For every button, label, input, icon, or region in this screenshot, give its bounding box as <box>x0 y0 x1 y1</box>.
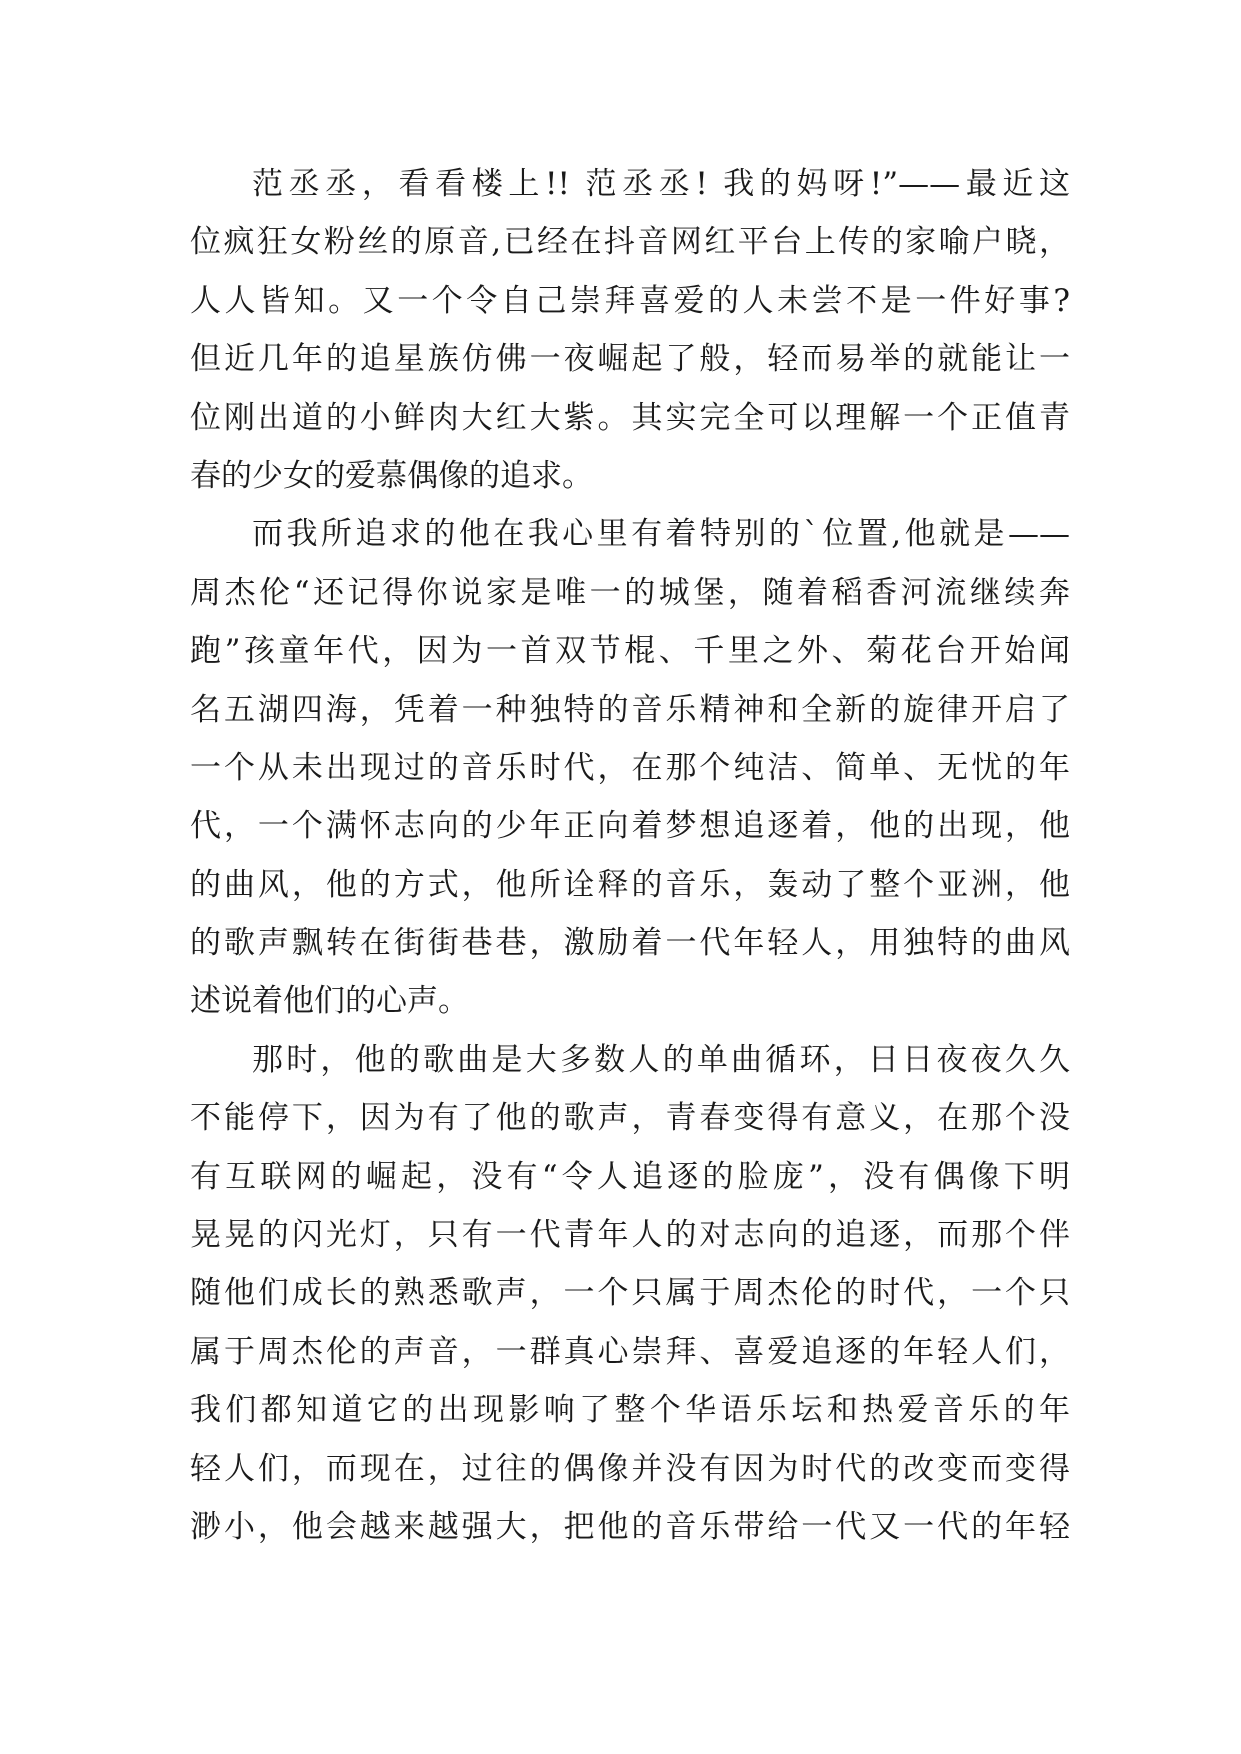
paragraph-line: 名五湖四海，凭着一种独特的音乐精神和全新的旋律开启了 <box>190 691 1070 728</box>
paragraph-line: 有互联网的崛起，没有“令人追逐的脸庞”，没有偶像下明 <box>190 1158 1070 1195</box>
paragraph-line: 位刚出道的小鲜肉大红大紫。其实完全可以理解一个正值青 <box>190 399 1070 436</box>
paragraph-line: 代，一个满怀志向的少年正向着梦想追逐着，他的出现，他 <box>190 808 1070 845</box>
paragraph-line: 随他们成长的熟悉歌声，一个只属于周杰伦的时代，一个只 <box>190 1275 1070 1312</box>
paragraph-line: 属于周杰伦的声音，一群真心崇拜、喜爱追逐的年轻人们， <box>190 1333 1070 1370</box>
paragraph-line: 位疯狂女粉丝的原音,已经在抖音网红平台上传的家喻户晓， <box>190 224 1070 261</box>
paragraph-line: 的曲风，他的方式，他所诠释的音乐，轰动了整个亚洲，他 <box>190 866 1070 903</box>
paragraph-line: 晃晃的闪光灯，只有一代青年人的对志向的追逐，而那个伴 <box>190 1217 1070 1254</box>
paragraph-line: 一个从未出现过的音乐时代，在那个纯洁、简单、无忧的年 <box>190 749 1070 786</box>
paragraph-line: 人人皆知。又一个令自己崇拜喜爱的人未尝不是一件好事? <box>190 282 1070 319</box>
paragraph-line: 渺小，他会越来越强大，把他的音乐带给一代又一代的年轻 <box>190 1508 1070 1545</box>
paragraph-line: 述说着他们的心声。 <box>190 983 469 1020</box>
paragraph-3 <box>190 1031 1070 1557</box>
paragraph-2 <box>190 505 1070 1031</box>
paragraph-line: 但近几年的追星族仿佛一夜崛起了般，轻而易举的就能让一 <box>190 341 1070 378</box>
paragraph-line: 跑”孩童年代，因为一首双节棍、千里之外、菊花台开始闻 <box>190 633 1070 670</box>
paragraph-line: 轻人们，而现在，过往的偶像并没有因为时代的改变而变得 <box>190 1450 1070 1487</box>
paragraph-line: 而我所追求的他在我心里有着特别的`位置,他就是—— <box>252 516 1070 553</box>
paragraph-line: 周杰伦“还记得你说家是唯一的城堡，随着稻香河流继续奔 <box>190 574 1070 611</box>
document-body <box>190 155 1070 1556</box>
paragraph-line: 范丞丞，看看楼上!! 范丞丞! 我的妈呀!”——最近这 <box>252 166 1070 202</box>
paragraph-line: 不能停下，因为有了他的歌声，青春变得有意义，在那个没 <box>190 1100 1070 1137</box>
paragraph-line: 我们都知道它的出现影响了整个华语乐坛和热爱音乐的年 <box>190 1392 1070 1429</box>
paragraph-1 <box>190 155 1070 505</box>
paragraph-line: 的歌声飘转在街街巷巷，激励着一代年轻人，用独特的曲风 <box>190 925 1070 962</box>
paragraph-line: 那时，他的歌曲是大多数人的单曲循环，日日夜夜久久 <box>252 1041 1070 1078</box>
paragraph-line: 春的少女的爱慕偶像的追求。 <box>190 457 593 494</box>
